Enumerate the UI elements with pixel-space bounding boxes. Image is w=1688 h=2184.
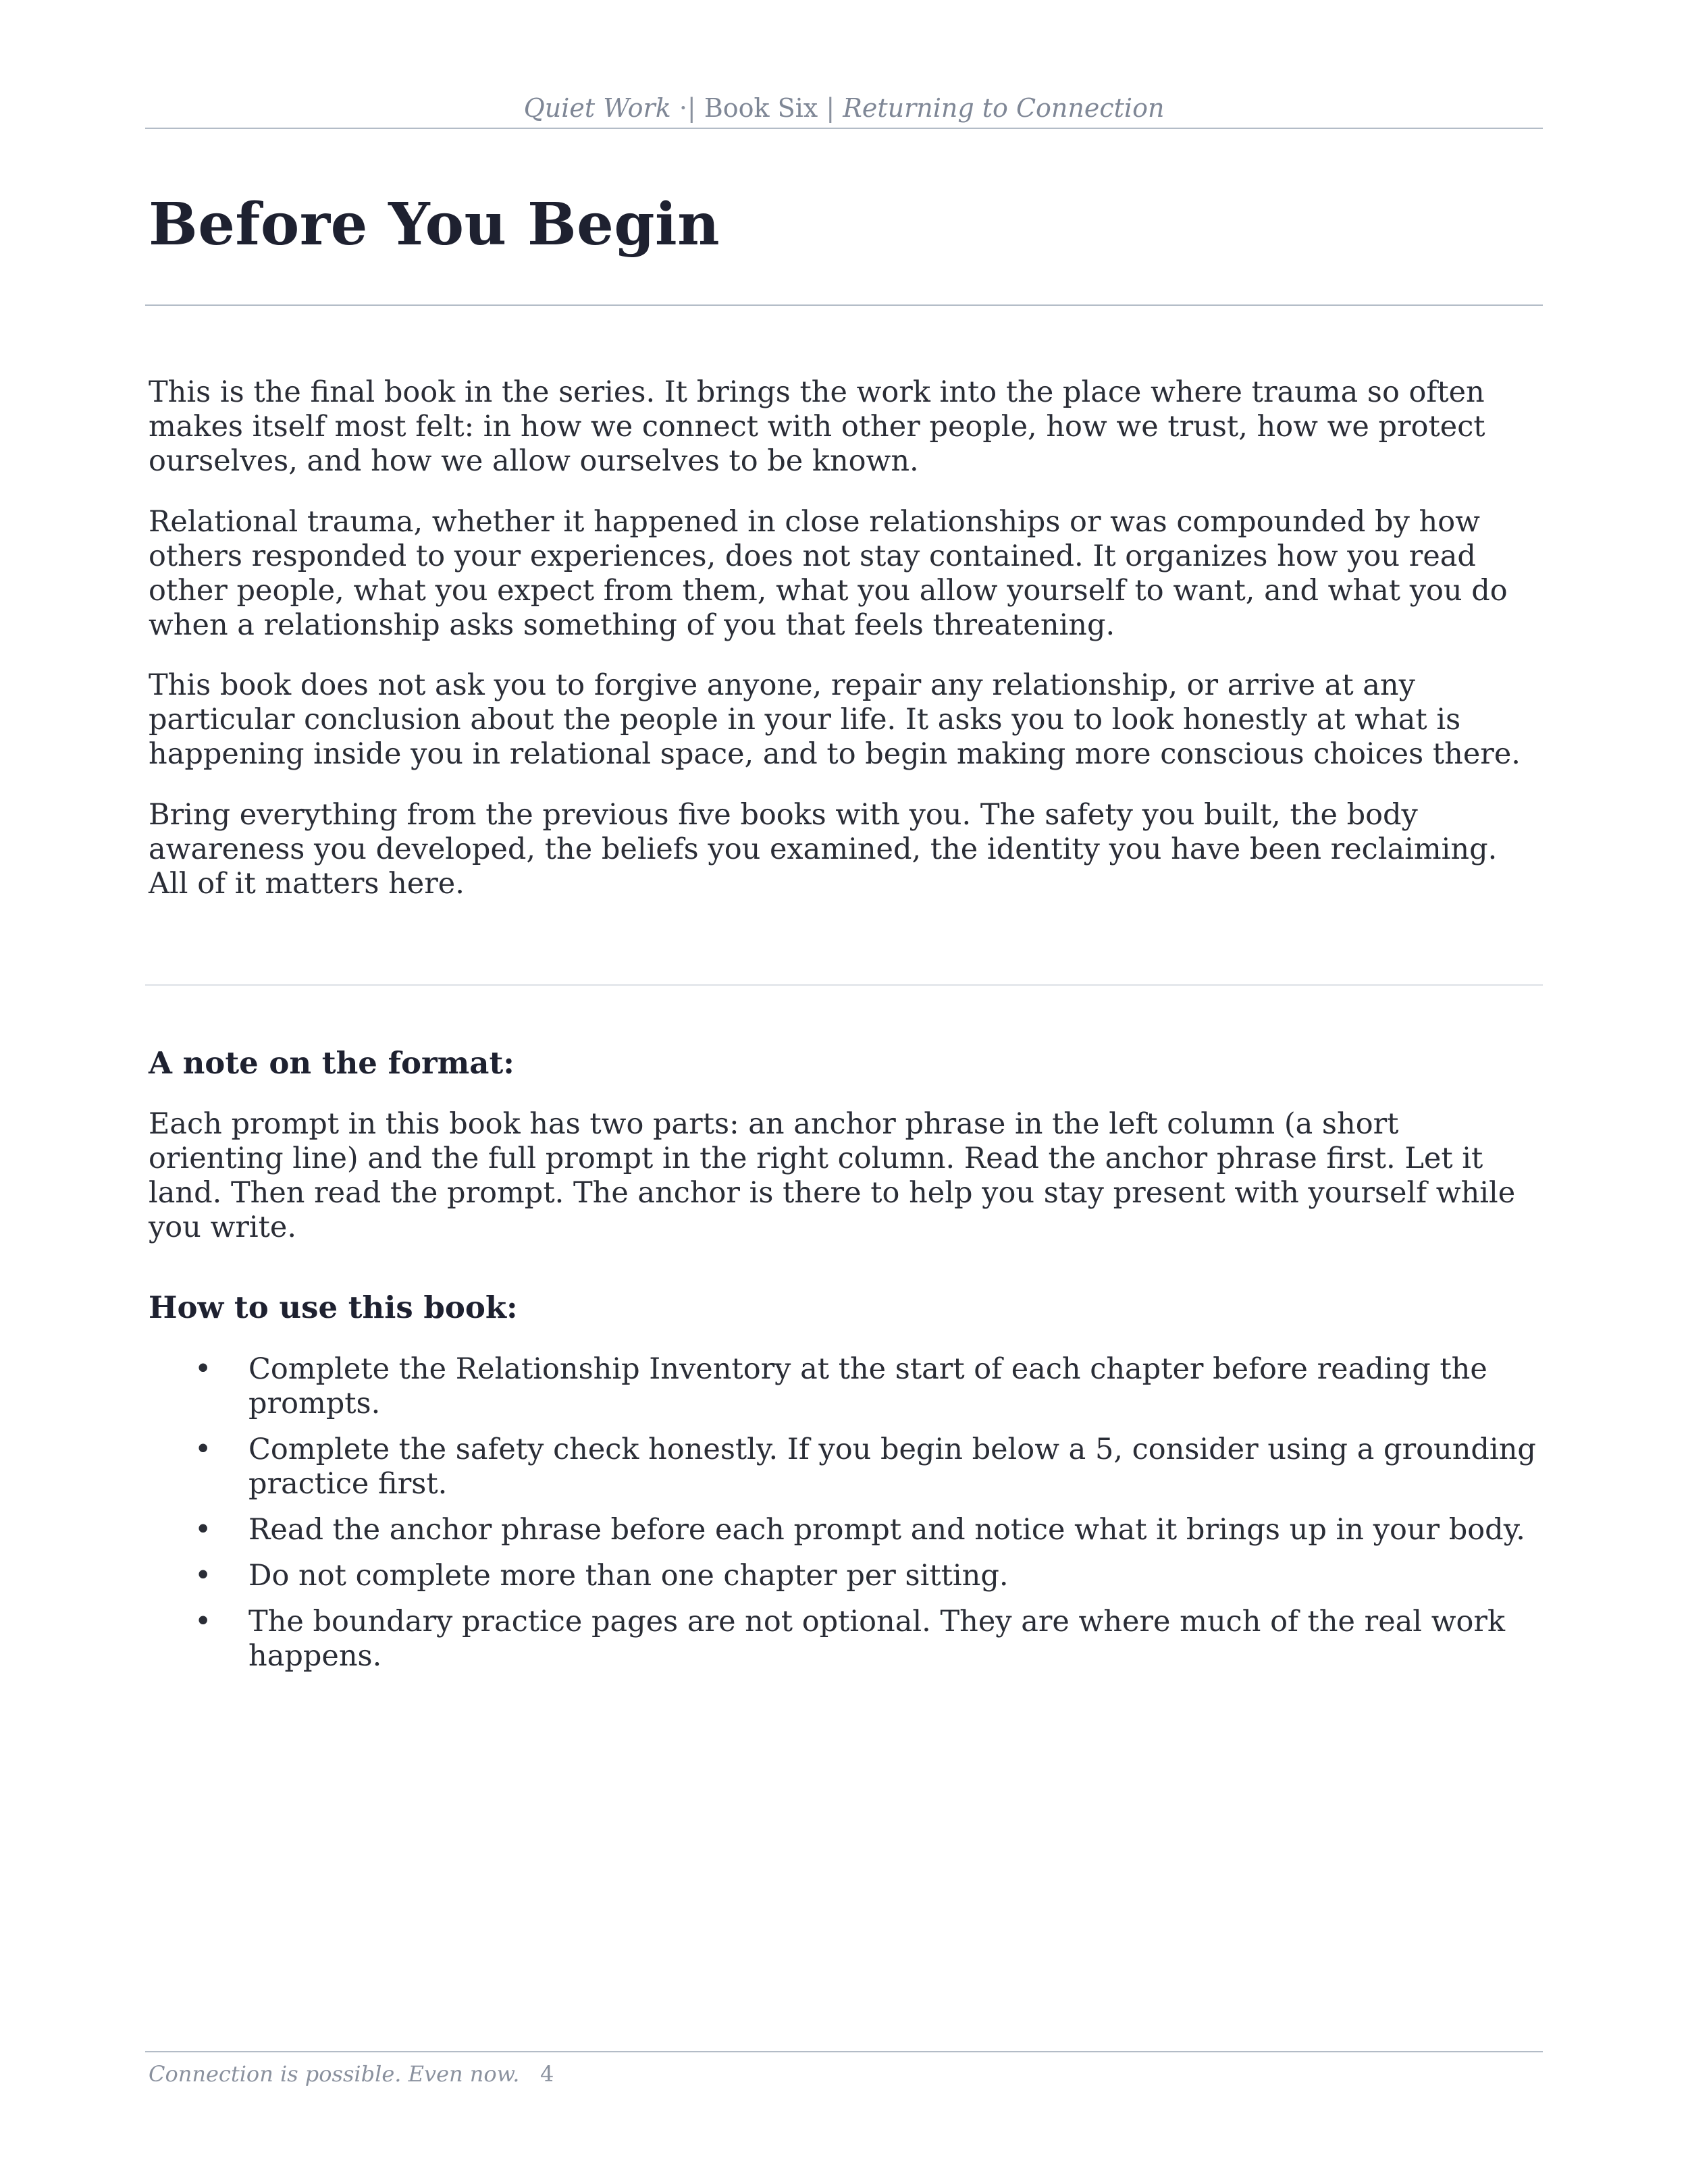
series-name: Quiet Work (523, 93, 671, 123)
format-note-text: Each prompt in this book has two parts: an anchor phrase in the left column (a short orienting line) and the full prompt in the right column. Read the anchor phrase first. Let it land. Then read the prompt. The anchor is there to help you stay present with yourself while you write. (149, 1107, 1516, 1244)
list-item: • Complete the Relationship Inventory at the start of each chapter before reading the prompts. (194, 1352, 1487, 1420)
bullet-icon: • (194, 1433, 212, 1466)
book-number: Book Six (704, 93, 818, 123)
list-item: • Complete the safety check honestly. If you begin below a 5, consider using a grounding practice first. (194, 1433, 1536, 1501)
format-note-heading: A note on the format: (149, 1045, 515, 1081)
book-subtitle: Returning to Connection (843, 93, 1165, 123)
intro-paragraph: Relational trauma, whether it happened in close relationships or was compounded by how others responded to your experiences, does not stay contained. It organizes how you read other people, what you expect from them, what you allow yourself to want, and what you do when a relationship asks something of you that feels threatening. (149, 505, 1508, 642)
running-header (145, 93, 1543, 123)
header-rule (145, 128, 1543, 129)
list-item: • Do not complete more than one chapter per sitting. (194, 1559, 1009, 1593)
intro-paragraph: This book does not ask you to forgive anyone, repair any relationship, or arrive at any particular conclusion about the people in your life. It asks you to look honestly at what is happening inside you in relational space, and to begin making more conscious choices there. (149, 668, 1521, 771)
bullet-icon: • (194, 1352, 212, 1386)
title-rule (145, 304, 1543, 306)
footer-tagline: Connection is possible. Even now. (149, 2061, 520, 2087)
bullet-icon: • (194, 1605, 212, 1639)
footer-rule (145, 2051, 1543, 2052)
intro-paragraph: Bring everything from the previous five books with you. The safety you built, the body awareness you developed, the beliefs you examined, the identity you have been reclaiming. All of it matters here. (149, 798, 1498, 901)
bullet-icon: • (194, 1559, 212, 1593)
how-to-use-heading: How to use this book: (149, 1289, 518, 1325)
how-to-use-list (149, 1352, 1539, 1674)
list-item: • Read the anchor phrase before each prompt and notice what it brings up in your body. (194, 1513, 1525, 1547)
list-item: • The boundary practice pages are not optional. They are where much of the real work happens. (194, 1605, 1506, 1673)
header-separator: ·| (679, 93, 696, 123)
header-separator: | (826, 93, 835, 123)
bullet-icon: • (194, 1513, 212, 1547)
page-title: Before You Begin (149, 190, 720, 259)
page-number: 4 (540, 2061, 554, 2087)
intro-paragraph: This is the final book in the series. It brings the work into the place where trauma so often makes itself most felt: in how we connect with other people, how we trust, how we protect ourselves, and how we allow ourselves to be known. (149, 375, 1485, 478)
section-divider (145, 984, 1543, 986)
